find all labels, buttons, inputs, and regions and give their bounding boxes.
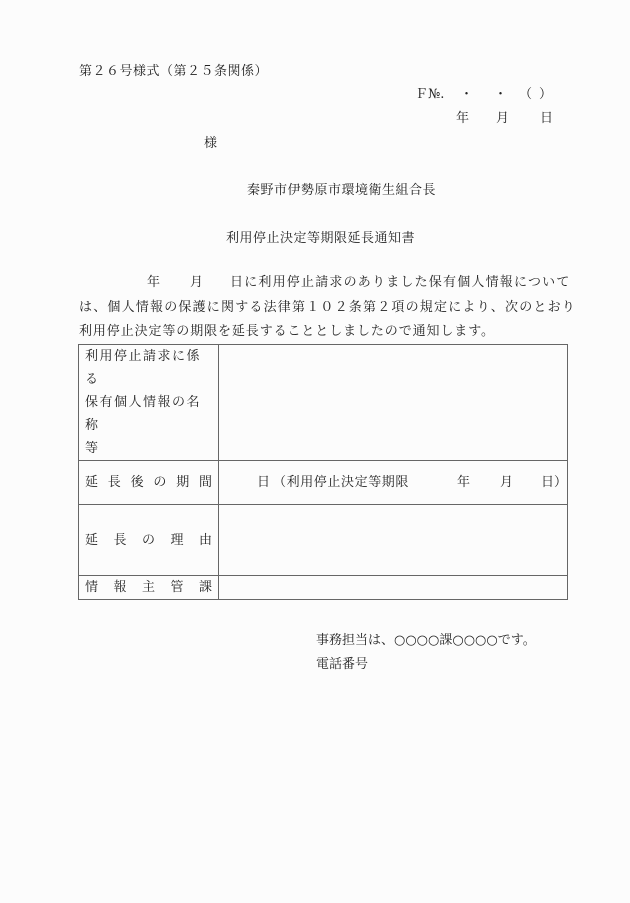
period-day: 日	[257, 474, 271, 490]
label-extended-period	[79, 461, 219, 505]
label-char: 報	[113, 580, 127, 595]
label-char: 理	[170, 532, 184, 548]
reference-dot-1: ・	[460, 87, 474, 102]
label-line: 等	[85, 441, 100, 456]
date-day: 日	[540, 111, 554, 126]
body-line3: 利用停止決定等の期限を延長することとしましたので通知します。	[79, 324, 495, 339]
value-record-name[interactable]	[219, 345, 568, 461]
label-char: 長	[113, 532, 127, 548]
reference-number	[415, 87, 555, 103]
date-year: 年	[456, 111, 470, 126]
table-row-record-name	[79, 345, 568, 461]
label-char: 課	[198, 580, 212, 595]
body-month: 月	[190, 275, 205, 290]
label-char: 延	[85, 532, 99, 548]
reference-prefix: Ｆ№.	[415, 87, 445, 102]
label-char: 間	[198, 475, 212, 490]
addressee: 様	[204, 136, 218, 151]
issue-date	[456, 111, 556, 127]
info-table	[78, 344, 568, 600]
contact-person: 事務担当は、○○○○課○○○○です。	[316, 633, 536, 648]
label-char: 後	[130, 475, 144, 490]
form-number: 第２６号様式（第２５条関係）	[79, 64, 269, 79]
body-line2: は、個人情報の保護に関する法律第１０２条第２項の規定により、次のとおり	[79, 300, 577, 315]
document-title: 利用停止決定等期限延長通知書	[226, 231, 416, 246]
label-char: 長	[107, 475, 121, 490]
reference-paren-close: ）	[539, 87, 553, 102]
label-char: 主	[141, 580, 155, 595]
label-line: 保有個人情報の名称	[85, 395, 202, 433]
issuer: 秦野市伊勢原市環境衛生組合長	[247, 183, 437, 198]
reference-paren-open: （	[519, 87, 533, 102]
label-record-name	[79, 345, 219, 461]
label-char: 延	[85, 475, 99, 490]
body-paragraph	[79, 275, 577, 339]
body-year: 年	[147, 275, 162, 290]
label-char: の	[141, 532, 155, 548]
label-char: 管	[170, 580, 184, 595]
reference-dot-2: ・	[494, 87, 508, 102]
table-row-extended-period	[79, 461, 568, 505]
period-month: 月	[500, 474, 514, 490]
period-day-close: 日）	[541, 474, 568, 490]
value-extended-period[interactable]	[219, 461, 568, 505]
label-department	[79, 576, 219, 600]
period-deadline-label: （利用停止決定等期限	[273, 474, 410, 490]
period-year: 年	[457, 474, 471, 490]
table-row-department	[79, 576, 568, 600]
label-line: 利用停止請求に係る	[85, 349, 202, 387]
label-char: 期	[176, 475, 190, 490]
body-line1: 日に利用停止請求のありました保有個人情報について	[230, 275, 571, 290]
label-char: の	[153, 475, 167, 490]
value-reason[interactable]	[219, 505, 568, 576]
table-row-reason	[79, 505, 568, 576]
value-department[interactable]	[219, 576, 568, 600]
label-char: 由	[198, 532, 212, 548]
label-char: 情	[85, 580, 99, 595]
label-reason	[79, 505, 219, 576]
date-month: 月	[496, 111, 510, 126]
contact-phone: 電話番号	[316, 657, 369, 672]
